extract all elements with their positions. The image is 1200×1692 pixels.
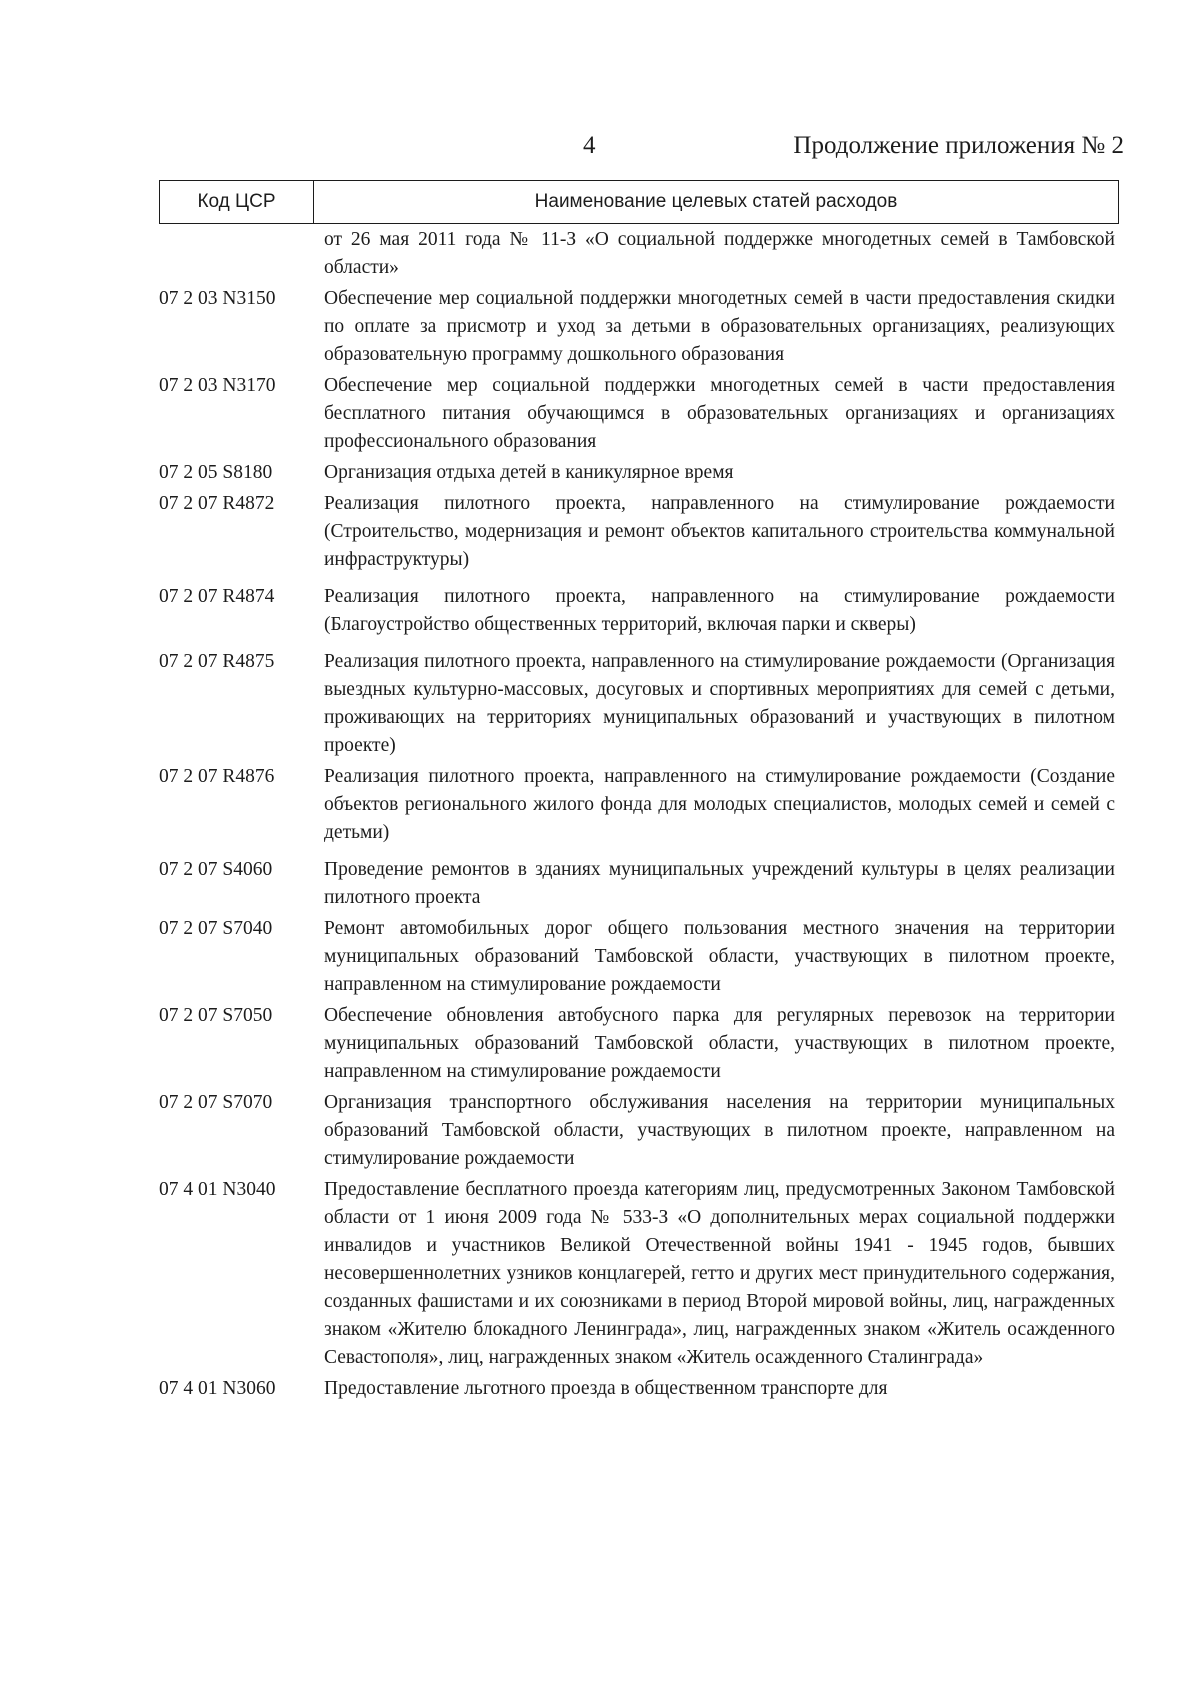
table-row [159,372,1115,456]
table-row [159,1002,1115,1086]
row-text: Организация транспортного обслуживания населения на территории муниципальных образований Тамбовской области, участвующих в пилотном проекте, направленном на стимулирование рождаемости [324,1092,1115,1169]
row-text: Реализация пилотного проекта, направленного на стимулирование рождаемости (Строительство, модернизация и ремонт объектов капитального строительства коммунальной инфраструктуры) [324,493,1115,570]
row-text: Предоставление бесплатного проезда категориям лиц, предусмотренных Законом Тамбовской области от 1 июня 2009 года № 533-З «О дополнительных мерах социальной поддержки инвалидов и участников Великой Отечественной войны 1941 - 1945 годов, бывших несовершеннолетних узников концлагерей, гетто и других мест принудительного содержания, созданных фашистами и их союзниками в период Второй мировой войны, лиц, награжденных знаком «Жителю блокадного Ленинграда», лиц, награжденных знаком «Житель осажденного Севастополя», лиц, награжденных знаком «Житель осажденного Сталинграда» [324,1179,1115,1368]
row-code: 07 2 07 R4876 [159,766,275,787]
table-row [159,856,1115,912]
row-text: от 26 мая 2011 года № 11-З «О социальной поддержке многодетных семей в Тамбовской области» [324,229,1115,278]
column-header-name: Наименование целевых статей расходов [534,191,898,212]
row-code: 07 2 05 S8180 [159,462,273,483]
row-text: Реализация пилотного проекта, направленного на стимулирование рождаемости (Создание объектов регионального жилого фонда для молодых специалистов, молодых семей и семей с детьми) [324,766,1115,843]
column-header-code: Код ЦСР [160,181,314,223]
row-text: Предоставление льготного проезда в общественном транспорте для [324,1378,888,1399]
table-row [159,459,1115,487]
row-code: 07 4 01 N3060 [159,1378,276,1399]
row-code: 07 2 07 R4875 [159,651,275,672]
table-row [159,763,1115,847]
row-code: 07 2 07 S7070 [159,1092,273,1113]
table-row [159,1089,1115,1173]
row-code: 07 2 03 N3150 [159,288,276,309]
table-row [159,1375,1115,1403]
row-code: 07 2 07 S4060 [159,859,273,880]
row-text: Ремонт автомобильных дорог общего пользования местного значения на территории муниципальных образований Тамбовской области, участвующих в пилотном проекте, направленном на стимулирование рождаемости [324,918,1115,995]
row-code: 07 2 03 N3170 [159,375,276,396]
table-row [159,583,1115,639]
row-text: Организация отдыха детей в каникулярное время [324,462,734,483]
row-code: 07 4 01 N3040 [159,1179,276,1200]
table-row [159,226,1115,282]
table-row [159,915,1115,999]
table-row [159,648,1115,760]
table-row [159,490,1115,574]
appendix-title: Продолжение приложения № 2 [793,132,1124,159]
table-header [159,180,1119,224]
row-text: Обеспечение обновления автобусного парка для регулярных перевозок на территории муниципальных образований Тамбовской области, участвующих в пилотном проекте, направленном на стимулирование рождаемости [324,1005,1115,1082]
row-text: Обеспечение мер социальной поддержки многодетных семей в части предоставления скидки по оплате за присмотр и уход за детьми в образовательных организациях, реализующих образовательную программу дошкольного образования [324,288,1115,365]
row-text: Обеспечение мер социальной поддержки многодетных семей в части предоставления бесплатного питания обучающимся в образовательных организациях и организациях профессионального образования [324,375,1115,452]
page-number: 4 [583,132,596,159]
expense-items-list [159,226,1115,1403]
row-code: 07 2 07 S7040 [159,918,273,939]
row-code: 07 2 07 S7050 [159,1005,273,1026]
table-row [159,285,1115,369]
row-text: Реализация пилотного проекта, направленного на стимулирование рождаемости (Благоустройство общественных территорий, включая парки и скверы) [324,586,1115,635]
table-row [159,1176,1115,1372]
row-text: Проведение ремонтов в зданиях муниципальных учреждений культуры в целях реализации пилотного проекта [324,859,1115,908]
row-text: Реализация пилотного проекта, направленного на стимулирование рождаемости (Организация выездных культурно-массовых, досуговых и спортивных мероприятиях для семей с детьми, проживающих на территориях муниципальных образований и участвующих в пилотном проекте) [324,651,1115,756]
row-code: 07 2 07 R4872 [159,493,275,514]
row-code: 07 2 07 R4874 [159,586,275,607]
